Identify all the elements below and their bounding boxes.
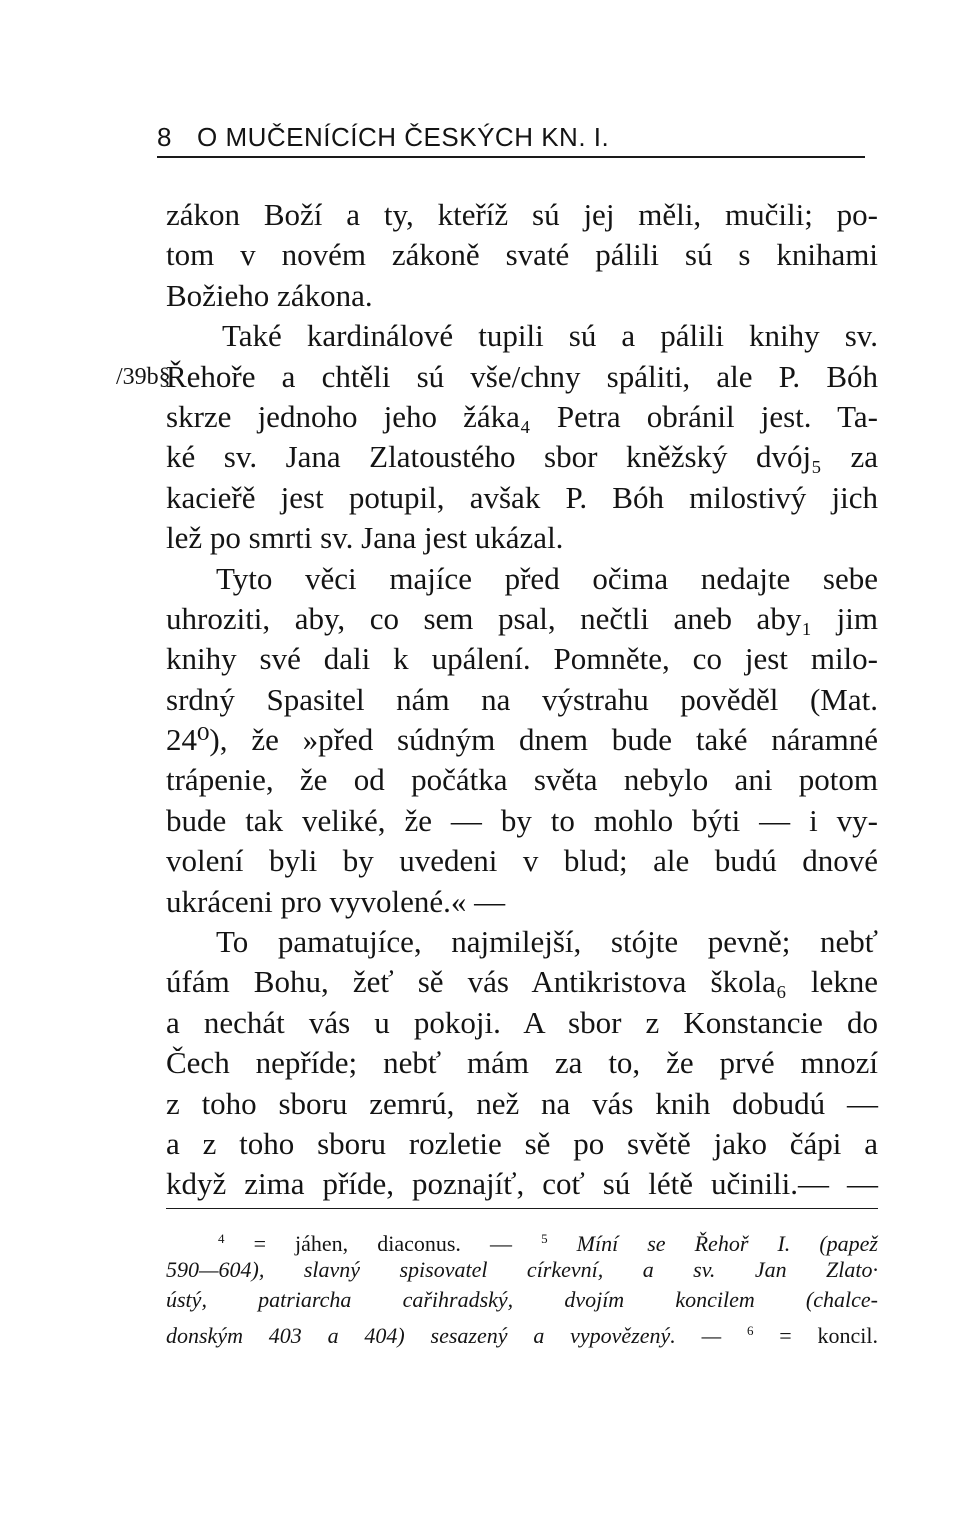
footnotes (166, 1224, 878, 1346)
text-line: volení byli by uvedeni v blud; ale budú dnové (166, 843, 878, 879)
footnote-marker: 5 (541, 1231, 548, 1246)
text-line: zákon Boží a ty, kteříž sú jej měli, mučili; po- (166, 197, 878, 232)
text-line: Tyto věci majíce před očima nedajte sebe (216, 560, 878, 596)
text-line: ukráceni pro vyvolené.« — (166, 883, 506, 919)
text-line: a nechát vás u pokoji. A sbor z Konstancie do (166, 1004, 878, 1040)
text-line: tom v novém zákoně svaté pálili sú s knihami (166, 237, 878, 273)
footnote-marker: 4 (218, 1231, 225, 1246)
footnote-text: Míní se Řehoř I. (papež (576, 1231, 878, 1256)
text-line: Čech nepříde; nebť mám za to, že prvé mnozí (166, 1045, 878, 1081)
text-line: z toho sboru zemrú, než na vás knih dobudú — (166, 1085, 878, 1121)
footnote-divider (166, 1208, 878, 1209)
page-number: 8 (157, 122, 172, 152)
text-line: To pamatujíce, najmilejší, stójte pevně; nebť (216, 924, 878, 960)
text-line: 24⁰), že »před súdným dnem bude také náramné (166, 722, 878, 758)
footnote-text: donským 403 a 404) sesazený a vypovězený. — (166, 1322, 722, 1348)
footnote-line (166, 1316, 878, 1347)
running-title: O MUČENÍCÍCH ČESKÝCH KN. I. (197, 122, 610, 152)
footnote-line: ústý, patriarcha cařihradský, dvojím koncilem (chalce- (166, 1287, 878, 1312)
body-text (166, 195, 878, 1205)
text-line: když zima příde, poznajíť, coť sú létě učinili.— — (166, 1166, 878, 1202)
footnote-text: = jáhen, diaconus. — (253, 1231, 512, 1256)
footnote-marker: 6 (746, 1322, 754, 1338)
footnote-text: = koncil. (779, 1322, 879, 1348)
running-header (157, 120, 865, 158)
text-line: a z toho sboru rozletie sě po světě jako čápi a (166, 1125, 878, 1161)
text-line: knihy své dali k upálení. Pomněte, co jest milo- (166, 641, 878, 677)
margin-note: /39b§ (116, 364, 171, 390)
text-line: Také kardinálové tupili sú a pálili knihy sv. (222, 318, 878, 354)
text-line: lež po smrti sv. Jana jest ukázal. (166, 520, 564, 556)
text-line: Božieho zákona. (166, 277, 373, 313)
text-line: uhroziti, aby, co sem psal, nečtli aneb aby₁ jim (166, 600, 878, 636)
text-line: bude tak veliké, že — by to mohlo býti — i vy- (166, 802, 878, 838)
text-line: kacieřě jest potupil, avšak P. Bóh milostivý jich (166, 479, 878, 515)
text-line: srdný Spasitel nám na výstrahu pověděl (Mat. (166, 681, 878, 717)
text-line: trápenie, že od počátka světa nebylo ani potom (166, 762, 878, 798)
text-line: skrze jednoho jeho žáka₄ Petra obránil jest. Ta- (166, 398, 878, 434)
text-line: ké sv. Jana Zlatoustého sbor kněžský dvój₅ za (166, 439, 878, 475)
text-line: úfám Bohu, žeť sě vás Antikristova škola₆ lekne (166, 964, 878, 1000)
text-line: Řehoře a chtěli sú vše/chny spáliti, ale P. Bóh (166, 358, 878, 394)
footnote-line: 590—604), slavný spisovatel církevní, a sv. Jan Zlato· (166, 1256, 878, 1282)
footnote-line (166, 1224, 878, 1255)
